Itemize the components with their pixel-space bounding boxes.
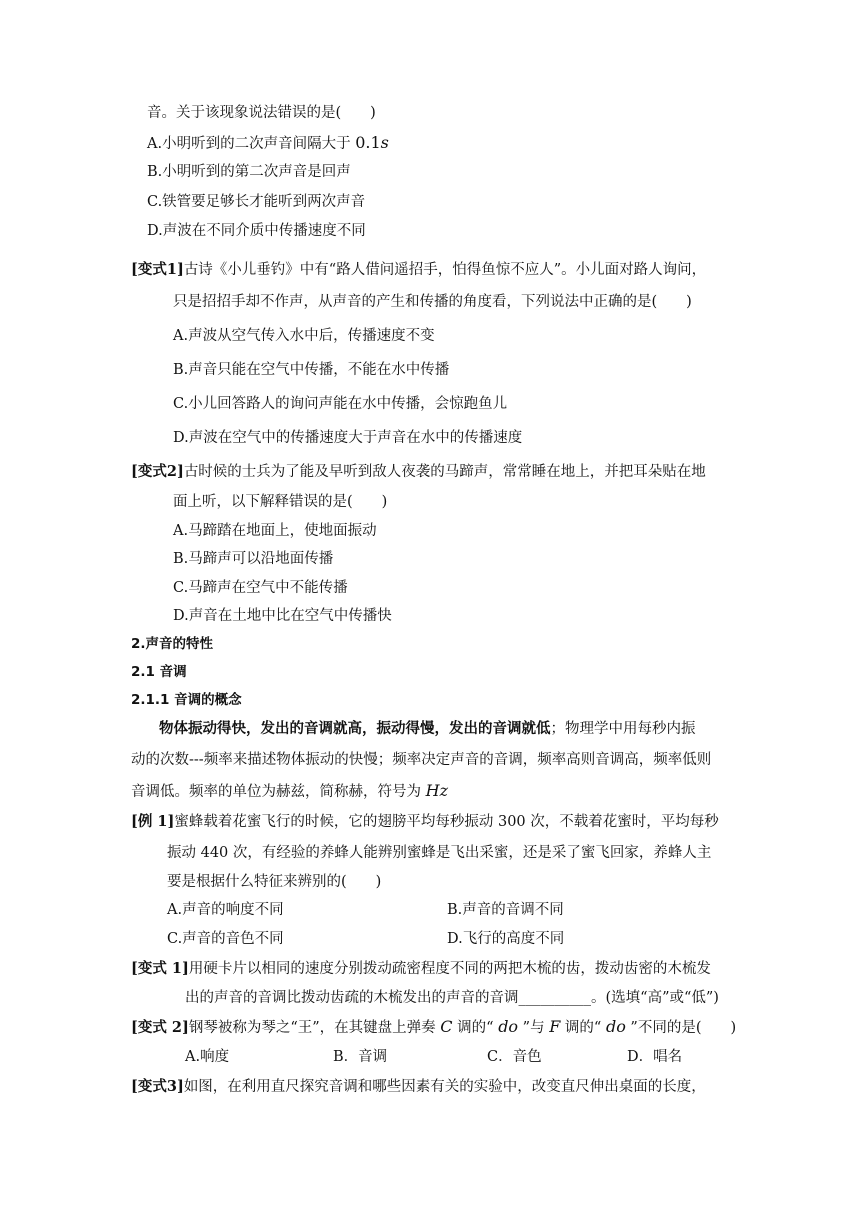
- option-a: A.响度: [185, 1049, 230, 1065]
- option-b: B.小明听到的第二次声音是回声: [147, 164, 351, 180]
- option-c: C．音色: [487, 1049, 542, 1065]
- variant-4-line-1: [变式 2]钢琴被称为琴之“王”，在其键盘上弹奏 C 调的“ do ”与 F 调的“ do ”不同的是( ): [131, 1017, 737, 1036]
- option-b: B.马蹄声可以沿地面传播: [173, 551, 334, 567]
- option-c: C.马蹄声在空气中不能传播: [173, 580, 348, 596]
- option-b: B.声音只能在空气中传播，不能在水中传播: [173, 362, 450, 378]
- section-heading: 2.声音的特性: [131, 636, 214, 652]
- variant-3-line-1: [变式 1]用硬卡片以相同的速度分别拨动疏密程度不同的两把木梳的齿，拨动齿密的木梳发: [131, 960, 711, 977]
- variant-5-line-1: [变式3]如图，在利用直尺探究音调和哪些因素有关的实验中，改变直尺伸出桌面的长度，: [131, 1078, 706, 1095]
- variant-3-line-2: 出的声音的音调比拨动齿疏的木梳发出的声音的音调__________。(选填“高”或“低”): [185, 990, 719, 1006]
- option-d: D.声音在土地中比在空气中传播快: [173, 608, 392, 624]
- option-c: C.铁管要足够长才能听到两次声音: [147, 194, 366, 210]
- option-c: C.声音的音色不同: [167, 931, 284, 947]
- question-stem-tail: 音。关于该现象说法错误的是( ): [147, 105, 376, 121]
- subsection-heading: 2.1 音调: [131, 664, 187, 680]
- variant-2-line-2: 面上听，以下解释错误的是( ): [173, 494, 388, 510]
- subsubsection-heading: 2.1.1 音调的概念: [131, 692, 242, 708]
- example-1-line-2: 振动 440 次，有经验的养蜂人能辨别蜜蜂是飞出采蜜，还是采了蜜飞回家，养蜂人主: [167, 845, 712, 861]
- option-d: D.飞行的高度不同: [447, 931, 565, 947]
- body-paragraph-line-2: 动的次数---频率来描述物体振动的快慢；频率决定声音的音调，频率高则音调高，频率低则: [131, 752, 712, 768]
- variant-1-line-1: [变式1]古诗《小儿垂钓》中有“路人借问遥招手，怕得鱼惊不应人”。小儿面对路人询问，: [131, 261, 707, 278]
- option-b: B.声音的音调不同: [447, 902, 564, 918]
- option-d: D.声波在空气中的传播速度大于声音在水中的传播速度: [173, 430, 523, 446]
- option-c: C.小儿回答路人的询问声能在水中传播，会惊跑鱼儿: [173, 396, 508, 412]
- option-a: A.声音的响度不同: [167, 902, 284, 918]
- option-d: D．唱名: [627, 1049, 683, 1065]
- option-a: A.小明听到的二次声音间隔大于 0.1s: [147, 133, 389, 152]
- option-a: A.马蹄踏在地面上，使地面振动: [173, 523, 377, 539]
- body-paragraph-line-1: 物体振动得快，发出的音调就高，振动得慢，发出的音调就低；物理学中用每秒内振: [159, 720, 696, 737]
- option-b: B．音调: [333, 1049, 388, 1065]
- variant-1-line-2: 只是招招手却不作声，从声音的产生和传播的角度看，下列说法中正确的是( ): [173, 294, 692, 310]
- example-1-line-3: 要是根据什么特征来辨别的( ): [167, 874, 382, 890]
- example-1-line-1: [例 1]蜜蜂载着花蜜飞行的时候，它的翅膀平均每秒振动 300 次，不载着花蜜时，平均每秒: [131, 813, 719, 830]
- body-paragraph-line-3: 音调低。频率的单位为赫兹，简称赫，符号为 Hz: [131, 781, 448, 800]
- variant-2-line-1: [变式2]古时候的士兵为了能及早听到敌人夜袭的马蹄声，常常睡在地上，并把耳朵贴在地: [131, 463, 706, 480]
- option-d: D.声波在不同介质中传播速度不同: [147, 223, 366, 239]
- option-a: A.声波从空气传入水中后，传播速度不变: [173, 328, 435, 344]
